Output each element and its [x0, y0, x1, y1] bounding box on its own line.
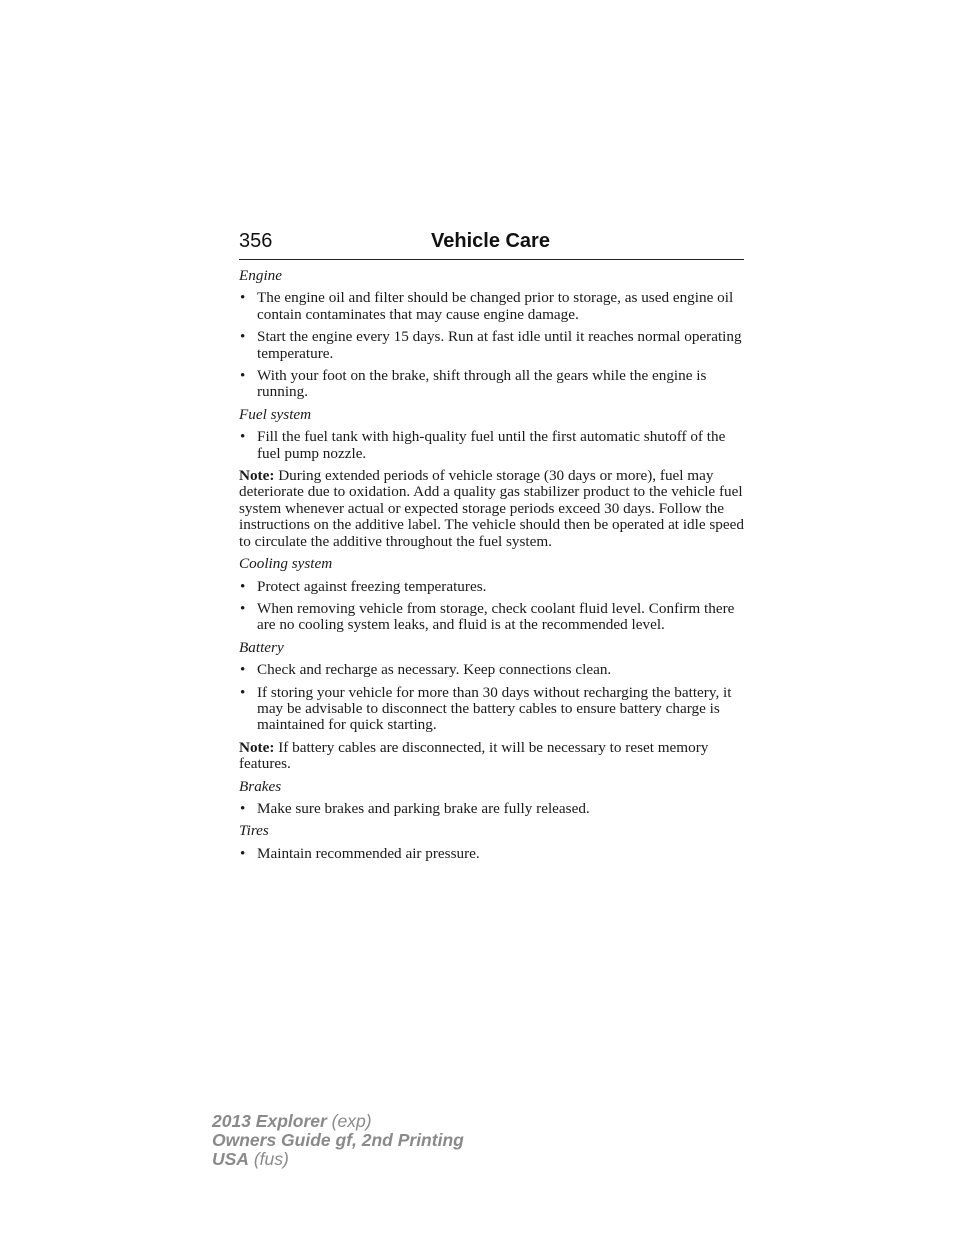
- note-label: Note:: [239, 467, 275, 485]
- list-item: • Fill the fuel tank with high-quality fuel until the first automatic shutoff of the fuel pump nozzle.: [240, 428, 726, 462]
- list-item: • Maintain recommended air pressure.: [240, 844, 480, 862]
- subheading-cooling-system: Cooling system: [239, 555, 333, 573]
- note-text: If battery cables are disconnected, it will be necessary to reset memory features.: [239, 738, 709, 773]
- list-item: • With your foot on the brake, shift through all the gears while the engine is running.: [240, 367, 707, 401]
- bullet-list-brakes: [239, 801, 747, 817]
- list-item: • When removing vehicle from storage, check coolant fluid level. Confirm there are no cooling system leaks, and fluid is at the recommended level.: [240, 599, 735, 634]
- footer-line-model: 2013 Explorer (exp): [212, 1111, 372, 1131]
- section-title: Vehicle Care: [431, 230, 550, 252]
- subheading-engine: Engine: [239, 267, 283, 284]
- bullet-list-cooling-system: [239, 579, 747, 634]
- page-header: [239, 227, 744, 260]
- footer-line-guide: Owners Guide gf, 2nd Printing: [212, 1130, 464, 1150]
- list-item: • Protect against freezing temperatures.: [240, 577, 487, 595]
- bullet-list-tires: [239, 846, 747, 862]
- bullet-list-engine: [239, 290, 747, 400]
- subheading-tires: Tires: [239, 822, 269, 840]
- page-number: 356: [239, 230, 273, 252]
- note-label: Note:: [239, 738, 275, 756]
- list-item: • Check and recharge as necessary. Keep connections clean.: [240, 661, 612, 679]
- document-footer: [212, 1112, 464, 1169]
- subheading-fuel-system: Fuel system: [239, 405, 312, 423]
- bullet-list-battery: [239, 662, 747, 734]
- list-item: • The engine oil and filter should be changed prior to storage, as used engine oil contain contaminates that may cause engine damage.: [240, 289, 734, 323]
- footer-line-market: USA (fus): [212, 1149, 289, 1169]
- note-battery-cables: [239, 740, 747, 773]
- note-fuel-stabilizer: [239, 468, 747, 550]
- list-item: • Make sure brakes and parking brake are fully released.: [240, 799, 590, 817]
- page-content: [239, 268, 747, 868]
- subheading-brakes: Brakes: [239, 777, 282, 795]
- subheading-battery: Battery: [239, 638, 284, 656]
- list-item: • If storing your vehicle for more than 30 days without recharging the battery, it may be advisable to disconnect the battery cables to ensure battery charge is maintained for quick starting.: [240, 683, 732, 734]
- bullet-list-fuel-system: [239, 429, 747, 462]
- note-text: During extended periods of vehicle storage (30 days or more), fuel may deteriorate due to oxidation. Add a quality gas stabilizer product to the vehicle fuel system whenever actual or expected storage periods exceed 30 days. Follow the instructions on the additive label. The vehicle should then be operated at idle speed to circulate the additive throughout the fuel system.: [239, 467, 744, 550]
- list-item: • Start the engine every 15 days. Run at fast idle until it reaches normal operating temperature.: [240, 328, 742, 362]
